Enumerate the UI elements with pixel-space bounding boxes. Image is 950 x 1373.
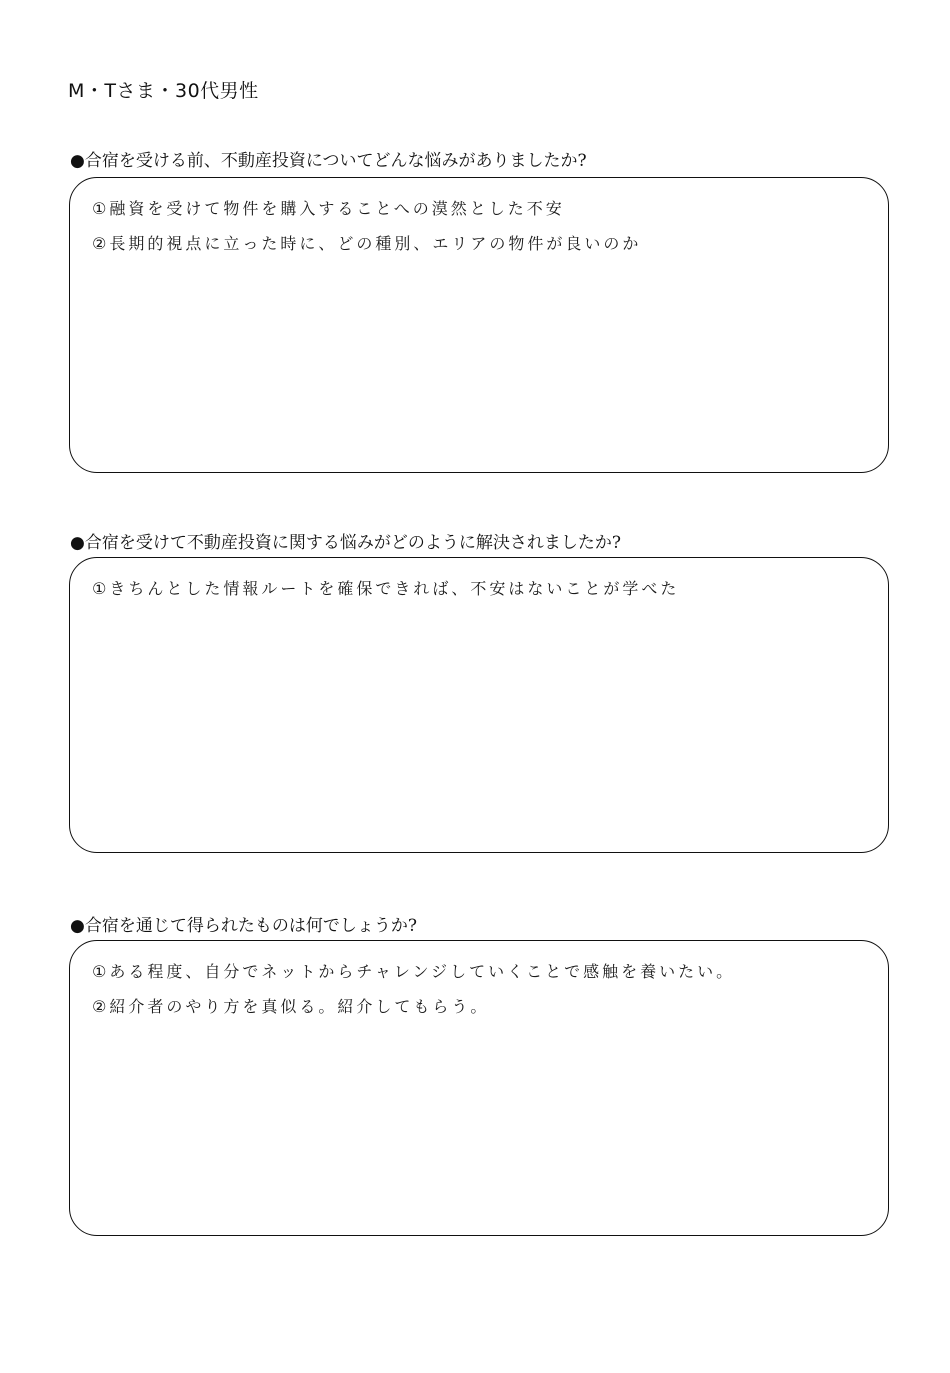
- answer-3-line-1: ①ある程度、自分でネットからチャレンジしていくことで感触を養いたい。: [92, 962, 736, 981]
- page-title: M・Tさま・30代男性: [68, 80, 259, 102]
- question-2: ●合宿を受けて不動産投資に関する悩みがどのように解決されましたか?: [70, 533, 621, 553]
- question-1: ●合宿を受ける前、不動産投資についてどんな悩みがありましたか?: [70, 151, 587, 171]
- answer-box-3: [69, 940, 889, 1236]
- answer-1-line-1: ①融資を受けて物件を購入することへの漠然とした不安: [92, 199, 565, 218]
- answer-2-line-1: ①きちんとした情報ルートを確保できれば、不安はないことが学べた: [92, 579, 680, 598]
- answer-box-1: [69, 177, 889, 473]
- answer-box-2: [69, 557, 889, 853]
- question-3: ●合宿を通じて得られたものは何でしょうか?: [70, 916, 417, 936]
- answer-3-line-2: ②紹介者のやり方を真似る。紹介してもらう。: [92, 997, 490, 1016]
- answer-1-line-2: ②長期的視点に立った時に、どの種別、エリアの物件が良いのか: [92, 234, 642, 253]
